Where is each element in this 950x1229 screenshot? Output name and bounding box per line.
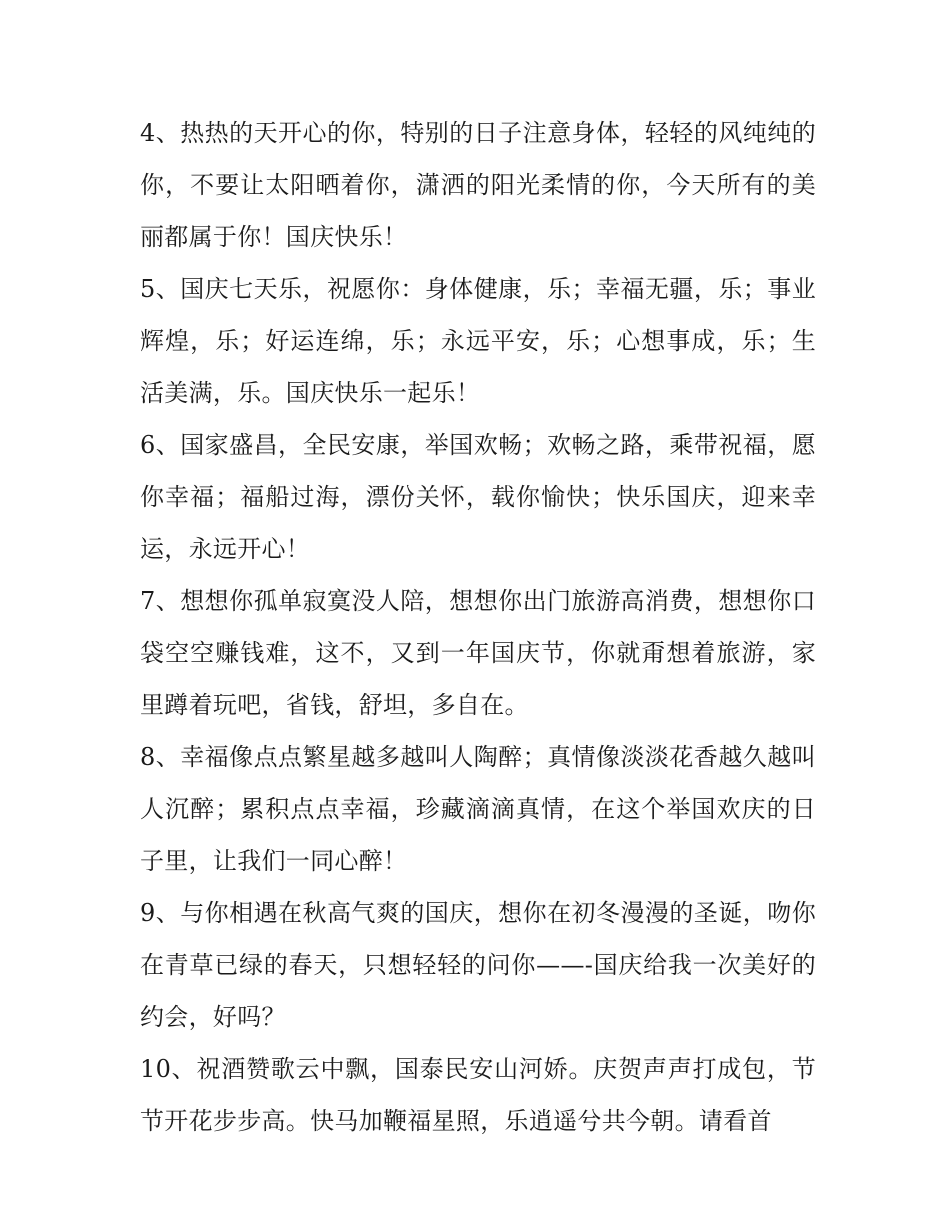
- paragraph-5: 5、国庆七天乐，祝愿你：身体健康，乐；幸福无疆，乐；事业辉煌，乐；好运连绵，乐；永远平安，乐；心想事成，乐；生活美满，乐。国庆快乐一起乐！: [140, 275, 816, 407]
- document-body: [140, 107, 816, 1147]
- paragraph-10: 10、祝酒赞歌云中飘，国泰民安山河娇。庆贺声声打成包，节节开花步步高。快马加鞭福星照，乐逍遥兮共今朝。请看首: [140, 1055, 816, 1135]
- paragraph-9: 9、与你相遇在秋高气爽的国庆，想你在初冬漫漫的圣诞，吻你在青草已绿的春天，只想轻轻的问你——-国庆给我一次美好的约会，好吗？: [140, 899, 816, 1031]
- paragraph-4: 4、热热的天开心的你，特别的日子注意身体，轻轻的风纯纯的你，不要让太阳晒着你，潇洒的阳光柔情的你，今天所有的美丽都属于你！国庆快乐！: [140, 119, 816, 251]
- paragraph-8: 8、幸福像点点繁星越多越叫人陶醉；真情像淡淡花香越久越叫人沉醉；累积点点幸福，珍藏滴滴真情，在这个举国欢庆的日子里，让我们一同心醉！: [140, 743, 816, 875]
- paragraph-6: 6、国家盛昌，全民安康，举国欢畅；欢畅之路，乘带祝福，愿你幸福；福船过海，漂份关怀，载你愉快；快乐国庆，迎来幸运，永远开心！: [140, 431, 816, 563]
- paragraph-7: 7、想想你孤单寂寞没人陪，想想你出门旅游高消费，想想你口袋空空赚钱难，这不，又到一年国庆节，你就甭想着旅游，家里蹲着玩吧，省钱，舒坦，多自在。: [140, 587, 816, 719]
